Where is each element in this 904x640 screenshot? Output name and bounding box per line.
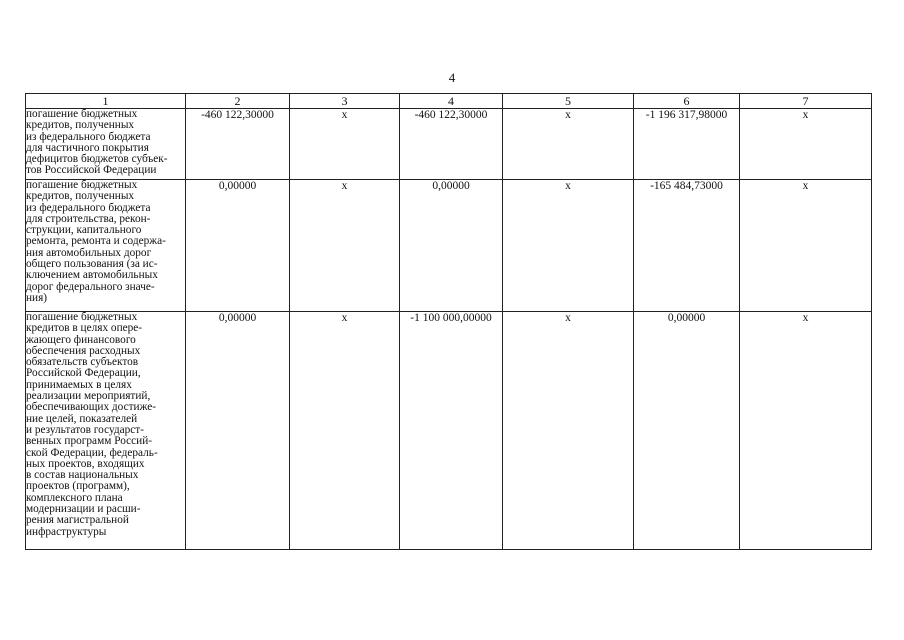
budget-table — [25, 93, 872, 550]
column-header-4: 4 — [400, 94, 503, 109]
column-header-7: 7 — [740, 94, 872, 109]
table-cell: 0,00000 — [186, 312, 290, 550]
table-row — [26, 180, 872, 312]
table-cell: x — [503, 109, 634, 180]
table-cell: -165 484,73000 — [634, 180, 740, 312]
column-header-6: 6 — [634, 94, 740, 109]
table-cell: x — [290, 312, 400, 550]
row-description: погашение бюджетных кредитов в целях опере- жающего финансового обеспечения расходных обязательств субъектов Российской Федерации, принимаемых в целях реализации мероприятий, обеспечивающих достиже- ние целей, показателей и результатов государст- венных программ Россий- ской Федерации, федераль- ных проектов, входящих в состав национальных проектов (программ), комплексного плана модернизации и расши- рения магистральной инфраструктуры — [26, 312, 186, 550]
table-cell: 0,00000 — [400, 180, 503, 312]
row-description: погашение бюджетных кредитов, полученных из федерального бюджета для частичного покрытия дефицитов бюджетов субъек- тов Российской Федерации — [26, 109, 186, 180]
table-cell: -1 196 317,98000 — [634, 109, 740, 180]
column-header-5: 5 — [503, 94, 634, 109]
table-cell: -460 122,30000 — [186, 109, 290, 180]
table-cell: 0,00000 — [634, 312, 740, 550]
table-cell: x — [740, 109, 872, 180]
page-number: 4 — [448, 70, 456, 85]
table-cell: x — [740, 312, 872, 550]
column-header-1: 1 — [26, 94, 186, 109]
table-cell: x — [290, 109, 400, 180]
table-row — [26, 109, 872, 180]
column-header-3: 3 — [290, 94, 400, 109]
column-header-2: 2 — [186, 94, 290, 109]
table-cell: -460 122,30000 — [400, 109, 503, 180]
row-description: погашение бюджетных кредитов, полученных из федерального бюджета для строительства, рекон- струкции, капитального ремонта, ремонта и содержа- ния автомобильных дорог общего пользования (за ис- ключением автомобильных дорог федерального значе- ния) — [26, 180, 186, 312]
header-row — [26, 94, 872, 109]
table-cell: -1 100 000,00000 — [400, 312, 503, 550]
table-cell: x — [740, 180, 872, 312]
table-cell: x — [290, 180, 400, 312]
table-cell: x — [503, 312, 634, 550]
table-cell: x — [503, 180, 634, 312]
table-cell: 0,00000 — [186, 180, 290, 312]
table-row — [26, 312, 872, 550]
